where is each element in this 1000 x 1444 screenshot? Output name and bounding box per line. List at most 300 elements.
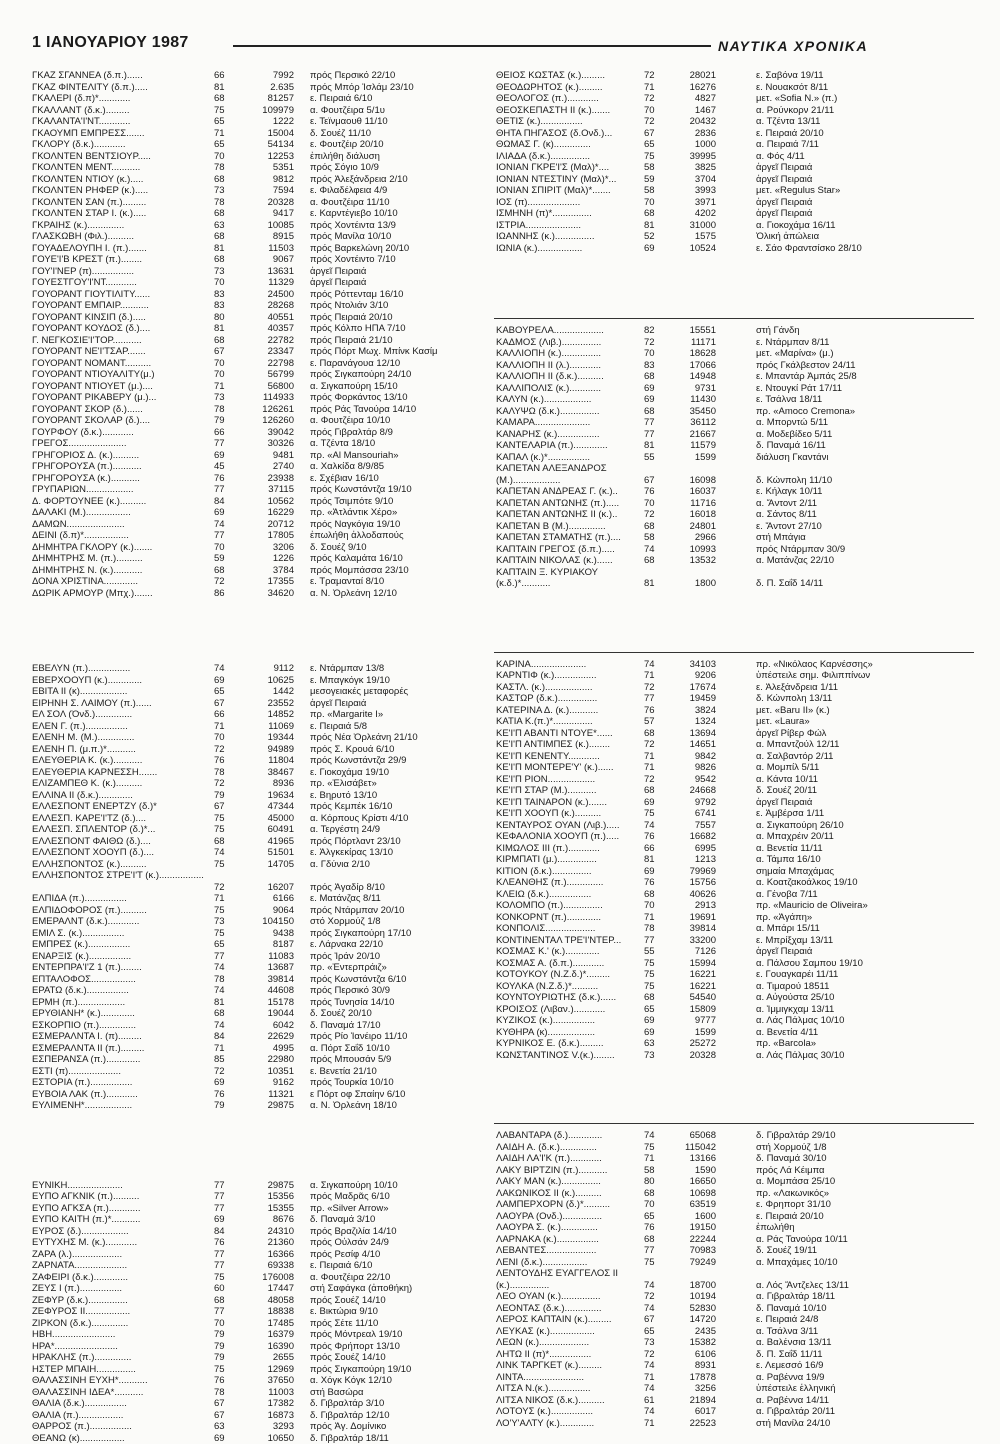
tonnage: 39814 (242, 974, 294, 986)
position-status: πρ. «Νικόλαος Καρνέσσης» (756, 659, 974, 671)
ship-name: ΙΩΑΝΝΗΣ (κ.)............... (496, 231, 641, 243)
ship-name: ΚΥΖΙΚΟΣ (κ.)................ (496, 1015, 641, 1027)
position-status: μετ. «Baru II» (κ.) (756, 705, 974, 717)
ship-entry-row (494, 659, 974, 671)
ship-name: ΗΡΑΚΛΗΣ (π.).............. (32, 1352, 207, 1364)
build-year: 70 (214, 1318, 232, 1330)
ship-name: ΕΒΕΛΥΝ (π.)................ (32, 663, 207, 675)
ship-name: ΕΣΤΟΡΙΑ (π.)................ (32, 1077, 207, 1089)
position-status: α. Σάντος 8/11 (756, 509, 974, 521)
tonnage: 9206 (664, 670, 716, 682)
ship-name: ΓΟΥΟΡΑΝΤ ΕΜΠΑΙΡ........... (32, 300, 207, 312)
ship-entry-row (494, 774, 974, 786)
ship-entry-row (30, 93, 475, 105)
position-status: ἀργεῖ Πειραιά (756, 162, 974, 174)
ship-entry-row (30, 836, 475, 848)
build-year: 68 (644, 371, 662, 383)
tonnage: 4827 (664, 93, 716, 105)
ship-entry-row (494, 728, 974, 740)
position-status: α. Βενετία 11/11 (756, 843, 974, 855)
position-status: ε. Γιοκοχάμα 19/10 (310, 767, 475, 779)
ship-name: ΙΟΣ (π).................... (496, 197, 641, 209)
ship-entry-row (494, 174, 974, 186)
build-year: 75 (214, 105, 232, 117)
tonnage: 24500 (242, 289, 294, 301)
tonnage: 11171 (664, 337, 716, 349)
ship-name: ΙΣΤΡΙΑ..................... (496, 220, 641, 232)
position-status: πρός Ρεσίφ 4/10 (310, 1249, 475, 1261)
ship-entry-row (494, 139, 974, 151)
position-status: ε. Μπαντάρ Ἀμπάς 25/8 (756, 371, 974, 383)
build-year: 70 (644, 900, 662, 912)
tonnage: 6106 (664, 1349, 716, 1361)
tonnage: 8187 (242, 939, 294, 951)
build-year: 72 (214, 744, 232, 756)
ship-name: ΗΡΑ*........................ (32, 1341, 207, 1353)
ship-name: ΚΑΔΜΟΣ (Λιβ.)............... (496, 337, 641, 349)
tonnage: 3704 (664, 174, 716, 186)
position-status: α. Μοδεβίδεο 5/11 (756, 429, 974, 441)
ship-entry-row (494, 1165, 974, 1177)
ship-entry-row (30, 243, 475, 255)
ship-name: ΛΙΤΣΑ ΝΙΚΟΣ (δ.κ.).......... (496, 1395, 641, 1407)
position-status: α. Τάμπα 16/10 (756, 854, 974, 866)
ship-name: ΛΑΟΥΡΑ (Ονδ.)............... (496, 1211, 641, 1223)
position-status: ἀργεῖ Πειραιά (756, 797, 974, 809)
ship-name: ΚΑΤΕΡΙΝΑ Δ. (κ.)........... (496, 705, 641, 717)
position-status: α. Μπαχρέιν 20/11 (756, 831, 974, 843)
build-year: 55 (644, 452, 662, 464)
build-year: 69 (214, 450, 232, 462)
position-status: α. Γδύνια 2/10 (310, 859, 475, 871)
ship-name: Δ. ΦΟΡΤΟΥΝΕΕ (κ.).......... (32, 496, 207, 508)
position-status: πρός Σιγκαπούρη 24/10 (310, 369, 475, 381)
position-status: ε. Βενετία 21/10 (310, 1066, 475, 1078)
build-year: 68 (644, 728, 662, 740)
ship-name: ΕΛΛΕΣΠΟΝΤ ΦΑΙΘΩ (δ.).... (32, 836, 207, 848)
position-status: πρός Ἀγαδίρ 8/10 (310, 882, 475, 894)
ship-entry-row (30, 1214, 475, 1226)
tonnage: 6166 (242, 893, 294, 905)
ship-name: ΚΑΝΤΕΛΑΡΙΑ (π.)............. (496, 440, 641, 452)
ship-name: ΘΕΑΝΩ (κ)................. (32, 1433, 207, 1444)
ship-name: ΛΑΚΥ ΜΑΝ (κ.)............... (496, 1176, 641, 1188)
ship-entry-row (30, 1089, 475, 1101)
ship-entry-row (30, 1433, 475, 1444)
build-year: 84 (214, 496, 232, 508)
tonnage: 13694 (664, 728, 716, 740)
build-year: 68 (644, 208, 662, 220)
build-year: 72 (644, 93, 662, 105)
ship-entry-row (30, 1249, 475, 1261)
build-year: 77 (214, 1260, 232, 1272)
build-year: 60 (214, 1283, 232, 1295)
position-status: πρός Πειραιά 20/10 (310, 312, 475, 324)
ship-name: ΓΚΑΟΥΜΠ ΕΜΠΡΕΣΣ....... (32, 128, 207, 140)
ship-entry-row (30, 1306, 475, 1318)
ship-entry-row (494, 1245, 974, 1257)
build-year: 81 (644, 578, 662, 590)
ship-name: ΗΣΤΕΡ ΜΠΑΙΗ............... (32, 1364, 207, 1376)
tonnage: 16207 (242, 882, 294, 894)
position-status: πρός Γιβραλτάρ 8/9 (310, 427, 475, 439)
tonnage: 3971 (664, 197, 716, 209)
ship-entry-row (30, 128, 475, 140)
ship-entry-row (30, 1375, 475, 1387)
build-year: 65 (644, 1326, 662, 1338)
ship-entry-row (30, 905, 475, 917)
ship-entry-row (494, 498, 974, 510)
position-status: α. Ραβέννα 14/11 (756, 1395, 974, 1407)
tonnage: 79249 (664, 1257, 716, 1269)
tonnage: 15004 (242, 128, 294, 140)
ship-entry-row (30, 997, 475, 1009)
position-status: α. Βενετία 4/11 (756, 1027, 974, 1039)
ship-entry-row (494, 231, 974, 243)
ship-entry-row (494, 762, 974, 774)
tonnage: 94989 (242, 744, 294, 756)
ship-entry-row (494, 371, 974, 383)
build-year: 75 (644, 969, 662, 981)
build-year: 75 (214, 824, 232, 836)
tonnage: 6017 (664, 1406, 716, 1418)
build-year: 78 (214, 974, 232, 986)
build-year: 75 (644, 1142, 662, 1154)
position-status: ε. Ἀλγκεκίρας 13/10 (310, 847, 475, 859)
header-rule (233, 45, 711, 47)
tonnage: 2740 (242, 461, 294, 473)
ship-entry-row (494, 1153, 974, 1165)
ship-name: ΓΚΟΛΝΤΕΝ ΡΗΦΕΡ (κ.)..... (32, 185, 207, 197)
position-status: ε. Τραμανταί 8/10 (310, 576, 475, 588)
tonnage: 10562 (242, 496, 294, 508)
position-status: δ. Γιβραλτάρ 12/10 (310, 1410, 475, 1422)
ship-entry-row (30, 300, 475, 312)
tonnage: 54540 (664, 992, 716, 1004)
tonnage: 9064 (242, 905, 294, 917)
position-status: πρός Κεμπέκ 16/10 (310, 801, 475, 813)
ship-name: ΘΑΛΙΑ (δ.κ.)................ (32, 1398, 207, 1410)
tonnage: 15355 (242, 1203, 294, 1215)
position-status: ε. Μπρίξχαμ 13/11 (756, 935, 974, 947)
ship-name: ΚΑΛΥΝ (κ.).................. (496, 394, 641, 406)
tonnage: 9067 (242, 254, 294, 266)
position-status: ε. Βικτώρια 9/10 (310, 1306, 475, 1318)
position-status: στή Βασώρα (310, 1387, 475, 1399)
position-status: δ. Παναμά 10/10 (756, 1303, 974, 1315)
build-year: 78 (214, 404, 232, 416)
ship-name: ΕΛΕΥΘΕΡΙΑ ΚΑΡΝΕΣΣΗ....... (32, 767, 207, 779)
ship-entry-row (30, 1352, 475, 1364)
tonnage: 65068 (664, 1130, 716, 1142)
build-year: 77 (214, 530, 232, 542)
tonnage: 14651 (664, 739, 716, 751)
position-status: δ. Κώνπολη 13/11 (756, 693, 974, 705)
position-status: πρ. «Al Mansouriah» (310, 450, 475, 462)
build-year: 76 (644, 831, 662, 843)
build-year: 75 (214, 813, 232, 825)
ship-name: ΚΑΠΕΤΑΝ Β (Μ.).............. (496, 521, 641, 533)
position-status: ὑπέστειλε ἑλληνική (756, 1383, 974, 1395)
tonnage: 24801 (664, 521, 716, 533)
ship-entry-row (30, 1410, 475, 1422)
tonnage: 1599 (664, 452, 716, 464)
tonnage: 7126 (664, 946, 716, 958)
build-year: 70 (214, 358, 232, 370)
ship-name: ΘΕΙΟΣ ΚΩΣΤΑΣ (κ.)......... (496, 70, 641, 82)
build-year: 71 (644, 751, 662, 763)
build-year: 72 (644, 739, 662, 751)
ship-name: ΕΜΙΛ Σ. (κ.)................ (32, 928, 207, 940)
ship-entry-row (30, 197, 475, 209)
tonnage: 3825 (664, 162, 716, 174)
ship-entry-row (30, 744, 475, 756)
position-status: α. Ἄντοντ 2/11 (756, 498, 974, 510)
ship-entry-row (494, 394, 974, 406)
tonnage: 9112 (242, 663, 294, 675)
position-status: δ. Σουέζ 19/11 (756, 1245, 974, 1257)
position-status: πρ. «Amoco Cremona» (756, 406, 974, 418)
ship-name: ΓΟΥΟΡΑΝΤ ΡΙΚΑΒΕΡΥ (μ.)... (32, 392, 207, 404)
tonnage: 10625 (242, 675, 294, 687)
tonnage: 15382 (664, 1337, 716, 1349)
tonnage: 34103 (664, 659, 716, 671)
position-status: πρός Οὐλσάν 24/9 (310, 1237, 475, 1249)
build-year: 76 (214, 1237, 232, 1249)
ship-name: ΕΣΚΟΡΠΙΟ (π.).............. (32, 1020, 207, 1032)
ship-entry-row (30, 870, 475, 893)
position-status: ἀργεῖ Πειραιά (756, 174, 974, 186)
tonnage: 9826 (664, 762, 716, 774)
tonnage: 16379 (242, 1329, 294, 1341)
tonnage: 1226 (242, 553, 294, 565)
ship-name: ΓΡΥΠΑΡΙΩΝ.................. (32, 484, 207, 496)
build-year: 82 (644, 325, 662, 337)
ship-name: ΓΚΟΛΝΤΕΝ ΒΕΝΤΣΙΟΥΡ..... (32, 151, 207, 163)
ship-name: ΚΛΕΙΩ (δ.κ.)................ (496, 889, 641, 901)
ship-name: ΛΟΤΟΥΣ (κ.)................ (496, 1406, 641, 1418)
ship-name: ΕΛΕΝ Γ. (π.)................ (32, 721, 207, 733)
tonnage: 33200 (664, 935, 716, 947)
ship-entry-row (30, 151, 475, 163)
ship-entry-row (30, 254, 475, 266)
ship-name: ΕΥΛΙΜΕΝΗ*.................. (32, 1100, 207, 1112)
ship-entry-row (30, 496, 475, 508)
ship-list-section (494, 659, 974, 1062)
build-year: 66 (214, 709, 232, 721)
position-status: α. Μπαχάμες 10/10 (756, 1257, 974, 1269)
position-status: στό Χορμούζ 1/8 (310, 916, 475, 928)
build-year: 72 (214, 576, 232, 588)
tonnage: 1213 (664, 854, 716, 866)
ship-name: ΔΑΛΑΚΙ (Μ.)................. (32, 507, 207, 519)
ship-name: ΘΑΡΡΟΣ (π.)................ (32, 1421, 207, 1433)
ship-name: ΕΛ ΣΟΛ (Ὀνδ.).............. (32, 709, 207, 721)
ship-entry-row (494, 981, 974, 993)
build-year: 68 (214, 836, 232, 848)
position-status: α. Βαλένσια 13/11 (756, 1337, 974, 1349)
ship-name: ΔΟΝΑ ΧΡΙΣΤΙΝΑ............. (32, 576, 207, 588)
tonnage: 20432 (664, 116, 716, 128)
position-status: πρός Γκάλβεστον 24/11 (756, 360, 974, 372)
position-status: α. Τεργέστη 24/9 (310, 824, 475, 836)
build-year: 74 (214, 1020, 232, 1032)
ship-name: ΙΛΙΑΔΑ (δ.κ.)............... (496, 151, 641, 163)
ship-name: ΓΡΗΓΟΡΙΟΣ Δ. (κ.).......... (32, 450, 207, 462)
ship-name: ΚΕ'Ι'Π ΜΟΝΤΕΡΕ'Υ' (κ.)...... (496, 762, 641, 774)
position-status: πρός Κωνστάντζα 6/10 (310, 974, 475, 986)
tonnage: 11430 (664, 394, 716, 406)
tonnage: 31000 (664, 220, 716, 232)
build-year: 67 (644, 475, 662, 487)
section-divider (494, 318, 974, 319)
ship-name: ΕΜΠΡΕΣ (κ.)................ (32, 939, 207, 951)
ship-name: ΘΑΛΙΑ (π.)................. (32, 1410, 207, 1422)
tonnage: 10524 (664, 243, 716, 255)
ship-name: ΕΙΡΗΝΗ Σ. ΛΑΙΜΟΥ (π.)...... (32, 698, 207, 710)
ship-name: ΕΡΑΤΩ (δ.κ.)................ (32, 985, 207, 997)
tonnage: 8915 (242, 231, 294, 243)
ship-name: ΓΚΑΛΑΝΤΑ'Ι'ΝΤ............ (32, 116, 207, 128)
tonnage: 22798 (242, 358, 294, 370)
tonnage: 25272 (664, 1038, 716, 1050)
ship-entry-row (30, 1364, 475, 1376)
tonnage: 48058 (242, 1295, 294, 1307)
ship-entry-row (30, 939, 475, 951)
build-year: 77 (644, 693, 662, 705)
build-year: 71 (644, 1372, 662, 1384)
tonnage: 14852 (242, 709, 294, 721)
build-year: 63 (214, 1421, 232, 1433)
ship-name: ΕΛΛΗΣΠΟΝΤΟΣ (κ.).......... (32, 859, 207, 871)
ship-name: ΛΑΚΥ ΒΙΡΤΖΙΝ (π.)........... (496, 1165, 641, 1177)
build-year: 73 (644, 1337, 662, 1349)
right-column (494, 70, 974, 1429)
position-status: α. Μπαντζούλ 12/11 (756, 739, 974, 751)
tonnage: 34620 (242, 588, 294, 600)
ship-entry-row (494, 1027, 974, 1039)
tonnage: 13687 (242, 962, 294, 974)
position-status: ε. Πειραιά 6/10 (310, 93, 475, 105)
tonnage: 47344 (242, 801, 294, 813)
build-year: 72 (214, 882, 232, 894)
tonnage: 17485 (242, 1318, 294, 1330)
ship-name: ΖΑΡΑ (λ.)................... (32, 1249, 207, 1261)
build-year: 73 (214, 266, 232, 278)
ship-name: ΖΕΦΥΡΟΣ ΙΙ................. (32, 1306, 207, 1318)
build-year: 69 (644, 1015, 662, 1027)
build-year: 72 (644, 1291, 662, 1303)
build-year: 71 (644, 762, 662, 774)
ship-name: ΓΛΑΣΚΩΒΗ (Φιλ.).......... (32, 231, 207, 243)
ship-name: ΘΑΛΑΣΣΙΝΗ ΕΥΧΗ*........... (32, 1375, 207, 1387)
ship-entry-row (494, 739, 974, 751)
ship-entry-row (494, 1349, 974, 1361)
ship-name: ΕΥΝΙΚΗ..................... (32, 1180, 207, 1192)
ship-list-section (30, 70, 475, 599)
ship-entry-row (30, 266, 475, 278)
ship-entry-row (494, 820, 974, 832)
tonnage: 38467 (242, 767, 294, 779)
ship-entry-row (494, 544, 974, 556)
ship-name: ΙΟΝΙΑΝ ΝΤΕΣΤΙΝΥ (Μαλ)*... (496, 174, 641, 186)
ship-entry-row (494, 682, 974, 694)
tonnage: 11329 (242, 277, 294, 289)
ship-name: ΚΕΝΤΑΥΡΟΣ ΟΥΑΝ (Λιβ.)..... (496, 820, 641, 832)
tonnage: 7594 (242, 185, 294, 197)
ship-name: ΛΕΩΝ (κ.)................... (496, 1337, 641, 1349)
tonnage: 17447 (242, 1283, 294, 1295)
build-year: 70 (644, 498, 662, 510)
tonnage: 20328 (664, 1050, 716, 1062)
tonnage: 36112 (664, 417, 716, 429)
position-status: α. Χόγκ Κόγκ 12/10 (310, 1375, 475, 1387)
ship-entry-row (30, 767, 475, 779)
ship-entry-row (494, 1050, 974, 1062)
build-year: 77 (214, 1249, 232, 1261)
position-status: δ. Σουέζ 20/11 (756, 785, 974, 797)
build-year: 65 (214, 139, 232, 151)
tonnage: 28021 (664, 70, 716, 82)
ship-entry-row (30, 1180, 475, 1192)
tonnage: 4995 (242, 1043, 294, 1055)
tonnage: 22244 (664, 1234, 716, 1246)
ship-entry-row (30, 847, 475, 859)
ship-entry-row (30, 962, 475, 974)
position-status: ε. Ἄντοντ 27/10 (756, 521, 974, 533)
tonnage: 10993 (664, 544, 716, 556)
position-status: α. Αὐγούστα 25/10 (756, 992, 974, 1004)
tonnage: 7557 (664, 820, 716, 832)
tonnage: 16221 (664, 969, 716, 981)
tonnage: 10351 (242, 1066, 294, 1078)
tonnage: 9777 (664, 1015, 716, 1027)
position-status: α. Σαλβαντόρ 2/11 (756, 751, 974, 763)
position-status: μετ. «Regulus Star» (756, 185, 974, 197)
ship-name: ΕΛΛΕΣΠΟΝΤ ΧΟΟΥΠ (δ.).... (32, 847, 207, 859)
ship-name: ΚΑΠΕΤΑΝ ΑΝΤΩΝΗΣ (π.)..... (496, 498, 641, 510)
build-year: 85 (214, 1054, 232, 1066)
ship-name: ΕΒΕΡΧΟΟΥΠ (κ.)............. (32, 675, 207, 687)
ship-name: ΚΑΠΑΛ (κ.)*................ (496, 452, 641, 464)
tonnage: 19344 (242, 732, 294, 744)
ship-entry-row (30, 542, 475, 554)
ship-name: ΓΚΛΟΡΥ (δ.κ.)............ (32, 139, 207, 151)
tonnage: 40551 (242, 312, 294, 324)
position-status: πρός Περσικό 22/10 (310, 70, 475, 82)
ship-name: ΚΕ'Ι'Π ΡΙΟΝ.................. (496, 774, 641, 786)
tonnage: 29875 (242, 1100, 294, 1112)
ship-entry-row (494, 1038, 974, 1050)
build-year: 58 (644, 1165, 662, 1177)
tonnage: 63519 (664, 1199, 716, 1211)
ship-name: ΘΕΟΔΩΡΗΤΟΣ (κ.)......... (496, 82, 641, 94)
build-year: 71 (644, 1153, 662, 1165)
tonnage: 17382 (242, 1398, 294, 1410)
tonnage: 54134 (242, 139, 294, 151)
ship-name: ΗΒΗ........................ (32, 1329, 207, 1341)
ship-entry-row (494, 337, 974, 349)
build-year: 68 (214, 1295, 232, 1307)
tonnage: 15994 (664, 958, 716, 970)
ship-entry-row (30, 139, 475, 151)
ship-entry-row (30, 415, 475, 427)
ship-entry-row (30, 721, 475, 733)
build-year: 81 (214, 82, 232, 94)
position-status: δ. Γιβραλτάρ 3/10 (310, 1398, 475, 1410)
ship-name: ΚΩΝΣΤΑΝΤΙΝΟΣ V.(κ.)........ (496, 1050, 641, 1062)
ship-entry-row (30, 732, 475, 744)
